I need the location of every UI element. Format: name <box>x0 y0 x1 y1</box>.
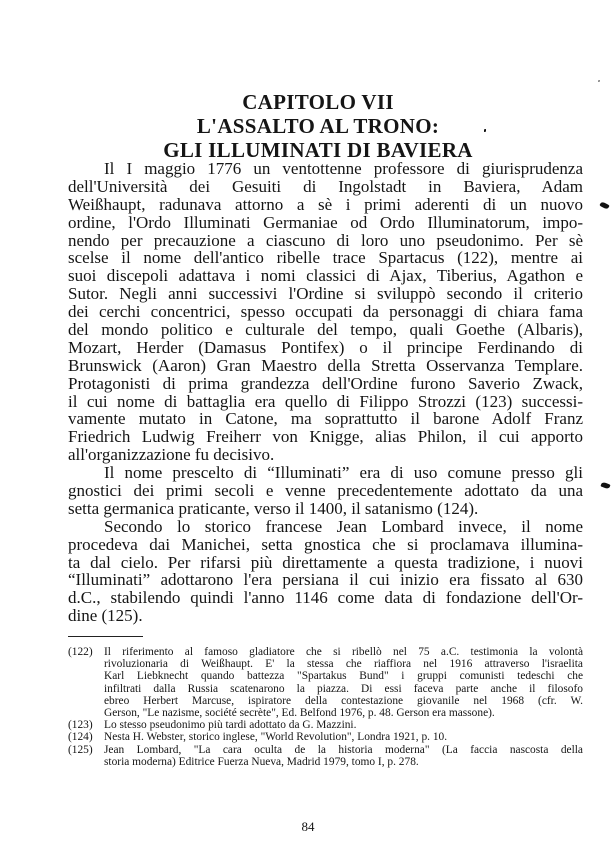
text-line: Friedrich Ludwig Freiherr von Knigge, alias Philon, il cui apporto <box>68 427 583 447</box>
text-line: dine (125). <box>68 606 143 626</box>
text-line: Il nome prescelto di “Illuminati” era di uso comune presso gli <box>104 463 583 483</box>
text-line: “Illuminati” adottarono l'era persiana il cui inizio era fissato al 630 <box>68 570 583 590</box>
footnote-rule <box>68 636 143 637</box>
footnote <box>68 719 583 731</box>
footnote-line: Gerson, "Le nazisme, société secrète", Ed. Belfond 1976, p. 48. Gerson era massone). <box>104 706 495 719</box>
text-line: Brunswick (Aaron) Gran Maestro della Stretta Osservanza Templare. <box>68 355 583 375</box>
footnote-text <box>104 744 583 768</box>
text-line: Mozart, Herder (Damasus Pontifex) o il principe Ferdinando di <box>68 337 583 357</box>
footnote-line: storia moderna) Editrice Fuerza Nueva, Madrid 1979, tomo I, p. 278. <box>104 755 419 768</box>
chapter-title-line-2: GLI ILLUMINATI DI BAVIERA <box>163 138 473 162</box>
text-line: Weißhaupt, radunava attorno a sè i primi aderenti di un nuovo <box>68 194 583 214</box>
chapter-number: CAPITOLO VII <box>242 90 394 114</box>
body-text <box>68 160 583 625</box>
footnote-line: ebreo Herbert Marcuse, ispiratore della contestazione giovanile nel 1968 (cfr. W. <box>104 694 583 707</box>
text-line: vamente mutato in Catone, ma soprattutto il barone Adolf Franz <box>68 409 583 429</box>
text-line: Il I maggio 1776 un ventottenne professore di giurisprudenza <box>104 159 583 178</box>
text-line: Sutor. Negli anni successivi l'Ordine si sviluppò secondo il criterio <box>68 284 583 304</box>
footnote-line: Lo stesso pseudonimo più tardi adottato da G. Mazzini. <box>104 719 357 732</box>
text-line: il cui nome di battaglia era quello di Filippo Strozzi (123) successi- <box>68 391 583 411</box>
footnote-number: (122) <box>68 646 93 658</box>
scan-speck <box>600 482 610 490</box>
footnote-line: infiltrati dalla Russia scatenarono la piazza. Di essi faceva parte anche il filosofo <box>104 682 583 695</box>
footnote-line: Il riferimento al famoso gladiatore che si ribellò nel 75 a.C. testimonia la volontà <box>104 646 583 658</box>
footnote <box>68 731 583 743</box>
page-number: 84 <box>301 819 315 834</box>
chapter-title <box>0 90 616 162</box>
text-line: ordine, l'Ordo Illuminati Germaniae od Ordo Illuminatorum, impo- <box>68 212 583 232</box>
text-line: Protagonisti di prima grandezza dell'Ordine furono Saverio Zwack, <box>68 373 583 393</box>
text-line: setta germanica praticante, verso il 1400, il satanismo (124). <box>68 498 479 518</box>
text-line: suoi discepoli adattava i nomi classici di Ajax, Tiberius, Agathon e <box>68 266 583 286</box>
scan-speck <box>484 129 486 132</box>
footnotes <box>68 646 583 768</box>
footnote-line: rivoluzionaria di Weißhaupt. E' la stessa che riaffiora nel 1916 attraverso l'israelita <box>104 658 583 671</box>
footnote-line: Karl Liebknecht quando battezza "Spartakus Bund" i gruppi comunisti tedeschi che <box>104 670 583 683</box>
footnote-text <box>104 646 583 719</box>
text-line: Secondo lo storico francese Jean Lombard invece, il nome <box>104 516 583 536</box>
footnote-line: Nesta H. Webster, storico inglese, "World Revolution", Londra 1921, p. 10. <box>104 731 448 744</box>
text-line: scelse il nome dell'antico ribelle trace Spartacus (122), mentre ai <box>68 248 583 268</box>
text-line: procedeva dai Manichei, setta gnostica che si proclamava illumina- <box>68 534 583 554</box>
footnote-number: (125) <box>68 743 93 756</box>
footnote <box>68 646 583 719</box>
footnote-number: (123) <box>68 719 93 732</box>
text-line: nendo per precauzione a ciascuno di loro uno pseudonimo. Per sè <box>68 230 583 250</box>
footnote-number: (124) <box>68 731 93 744</box>
text-line: ta dal cielo. Per rifarsi più direttamente a questa tradizione, i nuovi <box>68 552 583 572</box>
text-line: del mondo politico e culturale del tempo, quali Goethe (Albaris), <box>68 320 583 340</box>
text-line: all'organizzazione fu decisivo. <box>68 445 275 465</box>
footnote-text <box>104 731 583 743</box>
footnote-line: Jean Lombard, "La cara oculta de la historia moderna" (La faccia nascosta della <box>104 743 583 756</box>
text-line: d.C., stabilendo quindi l'anno 1146 come data di fondazione dell'Or- <box>68 588 583 608</box>
chapter-title-line-1: L'ASSALTO AL TRONO: <box>196 114 440 138</box>
footnote <box>68 744 583 768</box>
scan-speck <box>598 80 600 82</box>
text-line: dell'Università dei Gesuiti di Ingolstadt in Baviera, Adam <box>68 176 583 196</box>
scan-speck <box>599 201 609 210</box>
text-line: dei cerchi concentrici, spesso occupati da personaggi di chiara fama <box>68 302 583 322</box>
footnote-text <box>104 719 583 731</box>
text-line: gnostici dei primi secoli e venne precedentemente adottato da una <box>68 481 583 501</box>
